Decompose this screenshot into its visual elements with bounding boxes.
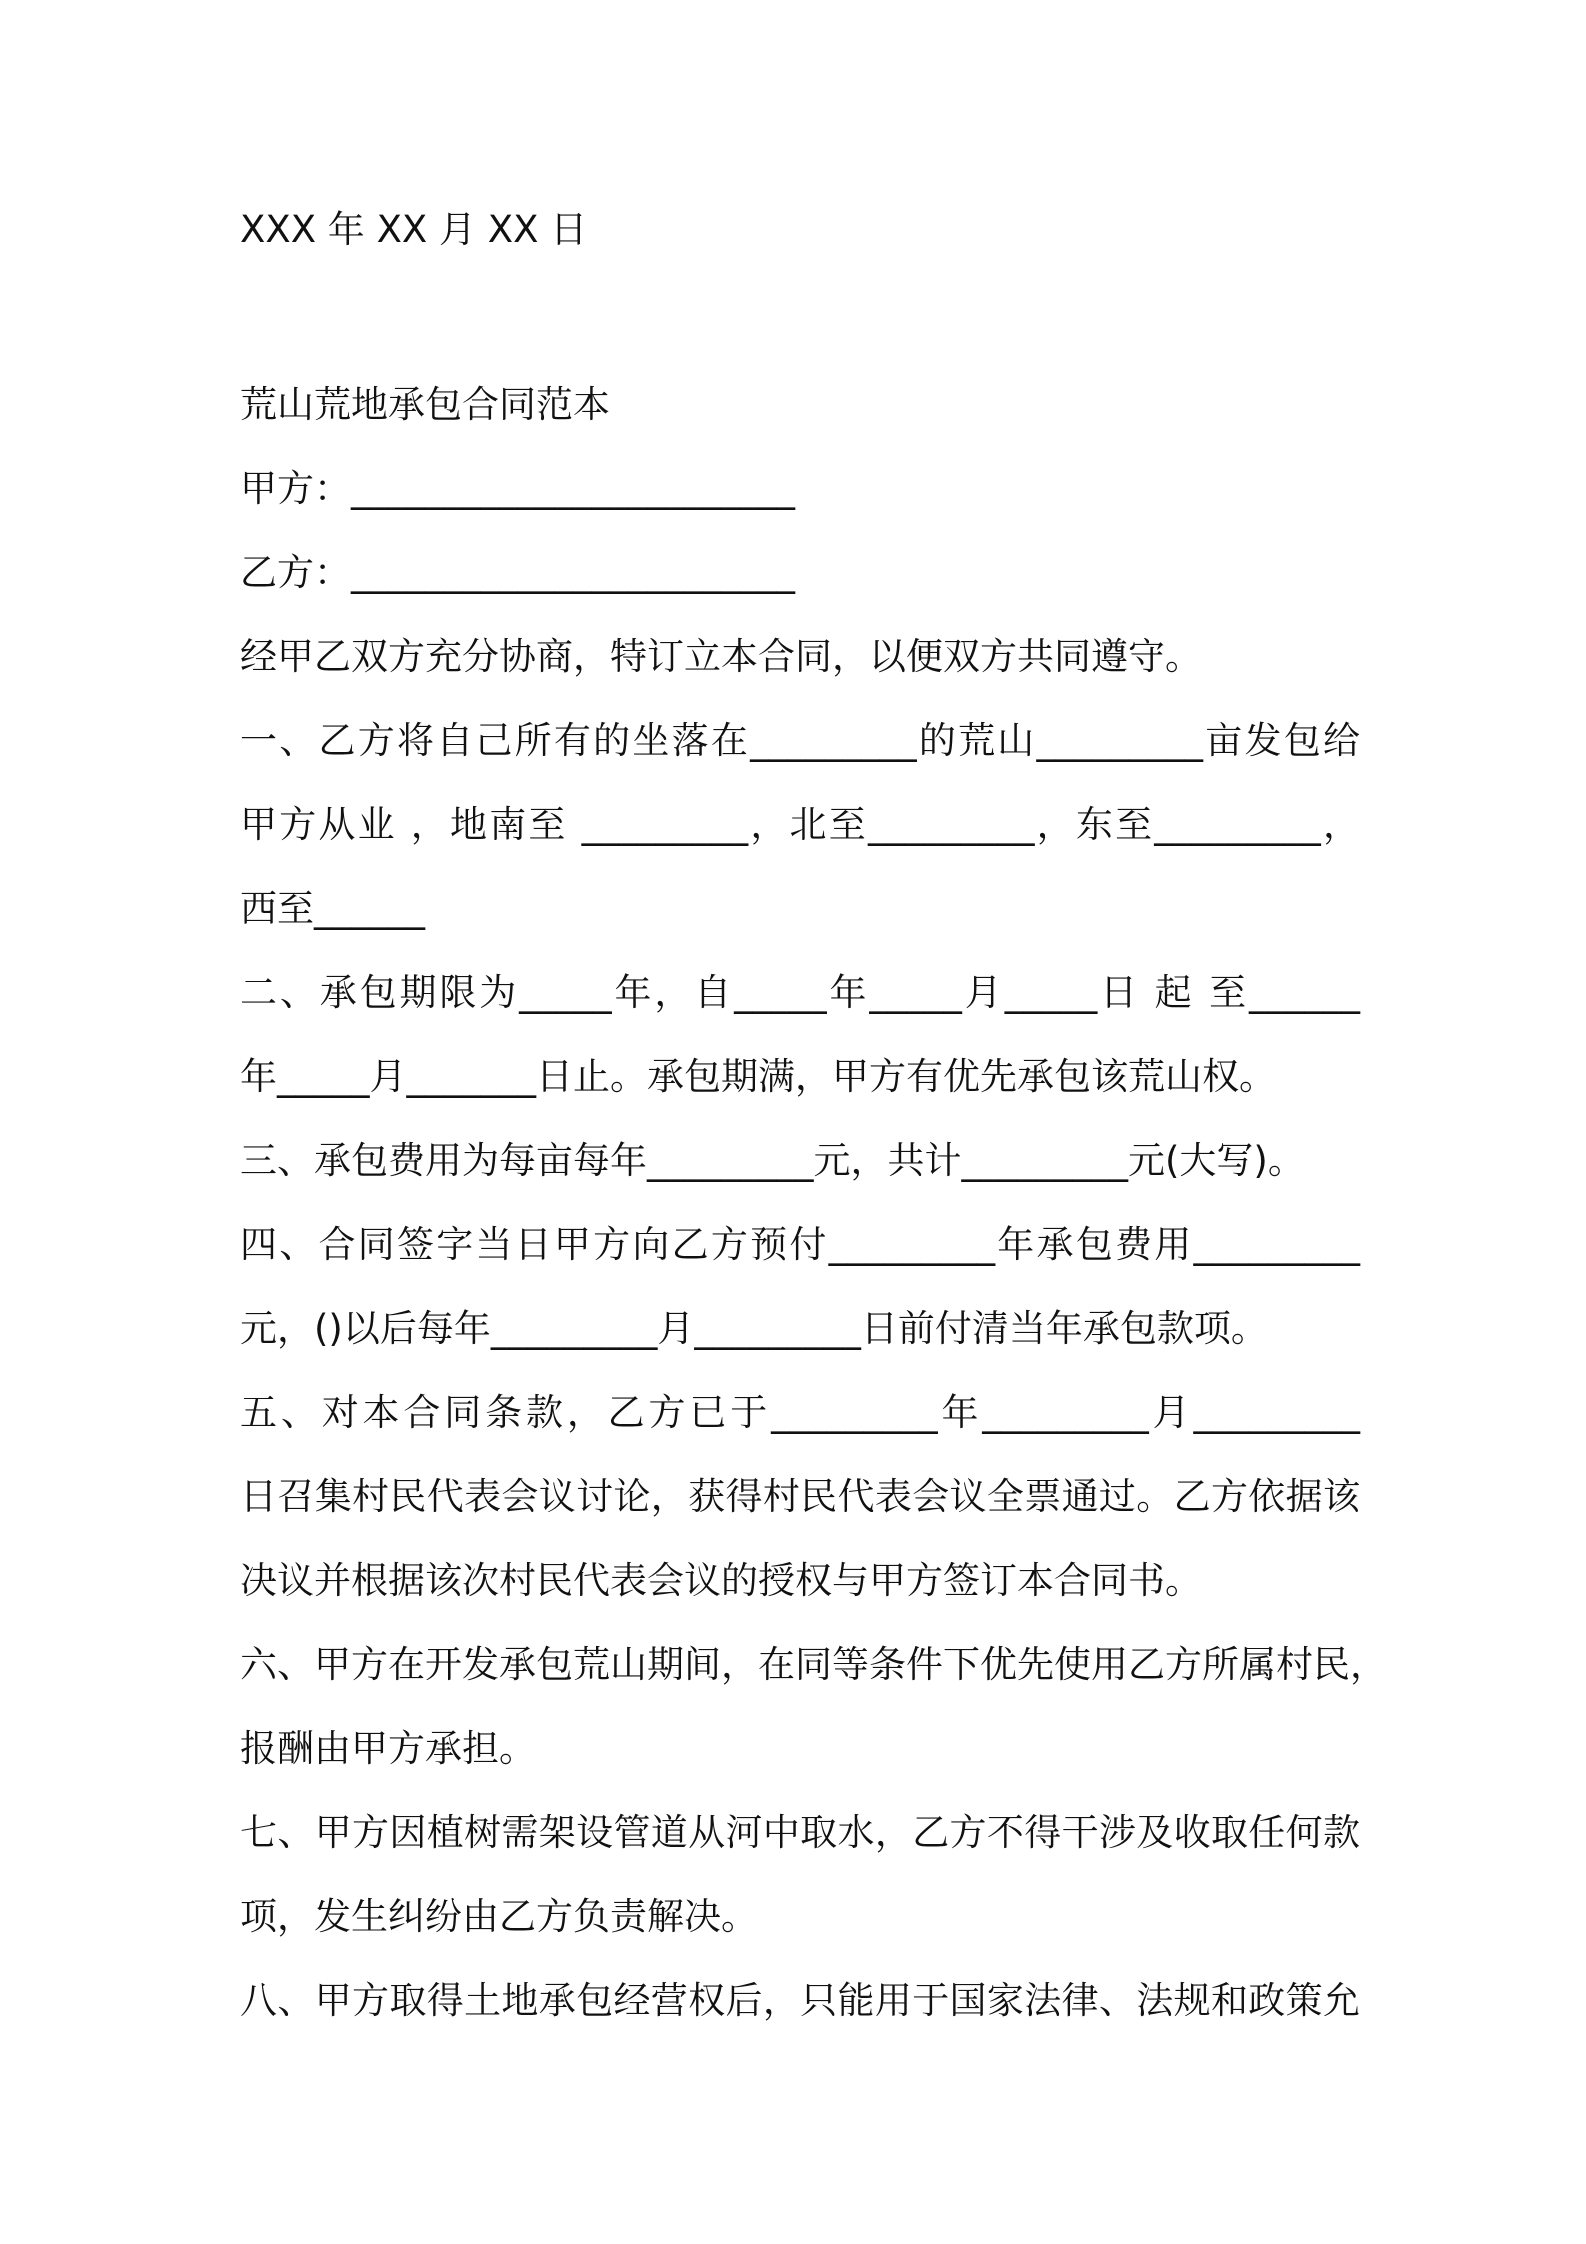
contract-line: 一、乙方将自己所有的坐落在_________的荒山_________亩发包给 xyxy=(240,719,1360,762)
contract-line: 二、承包期限为_____年，自_____年_____月_____日 起 至______ xyxy=(240,971,1360,1014)
contract-line: 甲方：________________________ xyxy=(240,467,795,510)
contract-lines xyxy=(240,447,1387,2043)
contract-line: 项，发生纠纷由乙方负责解决。 xyxy=(240,1895,758,1938)
contract-line: 经甲乙双方充分协商，特订立本合同，以便双方共同遵守。 xyxy=(240,635,1202,678)
contract-line: 六、甲方在开发承包荒山期间，在同等条件下优先使用乙方所属村民， xyxy=(240,1643,1387,1686)
contract-line: 五、对本合同条款，乙方已于_________年_________月_________ xyxy=(240,1391,1360,1434)
contract-line: 报酬由甲方承担。 xyxy=(240,1727,536,1770)
contract-line: 四、合同签字当日甲方向乙方预付_________年承包费用_________ xyxy=(240,1223,1360,1266)
contract-line: 三、承包费用为每亩每年_________元，共计_________元(大写)。 xyxy=(240,1139,1305,1182)
contract-line: 七、甲方因植树需架设管道从河中取水，乙方不得干涉及收取任何款 xyxy=(240,1811,1360,1854)
document-title: 荒山荒地承包合同范本 xyxy=(240,383,610,426)
contract-line: 乙方：________________________ xyxy=(240,551,795,594)
contract-line: 八、甲方取得土地承包经营权后，只能用于国家法律、法规和政策允 xyxy=(240,1979,1360,2022)
document-date: XXX 年 XX 月 XX 日 xyxy=(240,208,588,251)
contract-line: 甲方从业 ，地南至 _________，北至_________，东至_________， xyxy=(240,803,1360,846)
document-body xyxy=(240,363,1387,2043)
contract-line: 年_____月_______日止。承包期满，甲方有优先承包该荒山权。 xyxy=(240,1055,1276,1098)
contract-line: 元，()以后每年_________月_________日前付清当年承包款项。 xyxy=(240,1307,1268,1350)
contract-line: 日召集村民代表会议讨论，获得村民代表会议全票通过。乙方依据该 xyxy=(240,1475,1360,1518)
contract-line: 西至______ xyxy=(240,887,425,930)
contract-line: 决议并根据该次村民代表会议的授权与甲方签订本合同书。 xyxy=(240,1559,1202,1602)
